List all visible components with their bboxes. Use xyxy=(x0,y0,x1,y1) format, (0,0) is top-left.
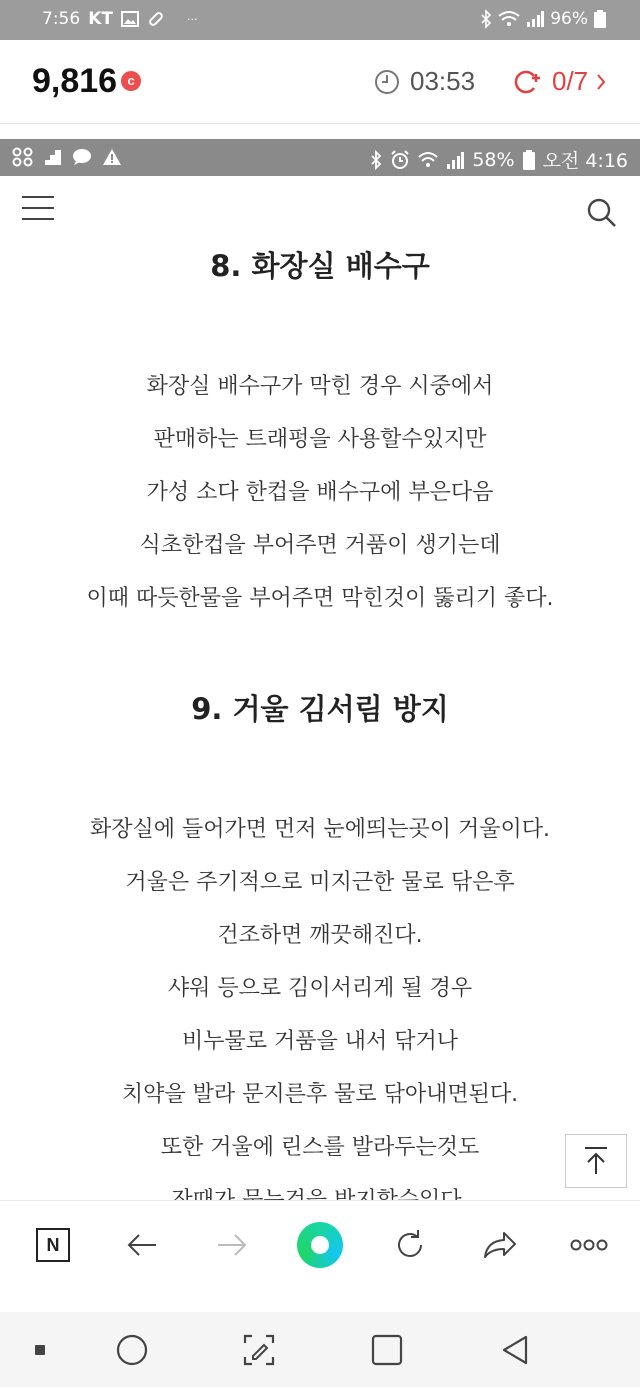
section-heading: 9. 거울 김서림 방지 xyxy=(191,692,449,726)
mission-value: 0/7 xyxy=(552,66,589,96)
bluetooth-icon xyxy=(370,150,382,170)
screenshot-edit-button[interactable] xyxy=(239,1332,279,1368)
paragraph-line: 판매하는 트래펑을 사용할수있지만 xyxy=(153,427,487,452)
warning-icon xyxy=(102,148,122,166)
paragraph-line: 화장실 배수구가 막힌 경우 시중에서 xyxy=(146,374,494,399)
points-value: 9,816 xyxy=(32,62,118,100)
clock-icon xyxy=(374,69,400,95)
menu-icon[interactable] xyxy=(22,196,54,224)
share-button[interactable] xyxy=(476,1221,524,1269)
arrow-up-to-top-icon xyxy=(582,1146,610,1176)
paragraph-line: 거울은 주기적으로 미지근한 물로 닦은후 xyxy=(125,870,515,895)
timer xyxy=(374,66,475,97)
paragraph-line: 또한 거울에 린스를 발라두는것도 xyxy=(160,1135,480,1160)
triangle-back-icon xyxy=(500,1334,530,1366)
outer-status-bar xyxy=(0,0,640,40)
coin-icon: c xyxy=(121,71,141,91)
alarm-icon xyxy=(390,150,410,170)
chat-bubble-icon xyxy=(72,148,92,166)
chevron-right-icon xyxy=(596,73,606,91)
clock-time: 오전 4:16 xyxy=(542,150,628,172)
refresh-button[interactable] xyxy=(386,1221,434,1269)
naver-home-button[interactable] xyxy=(29,1221,77,1269)
coin-plus-icon xyxy=(514,68,544,96)
status-carrier: KT xyxy=(88,9,113,29)
home-button[interactable] xyxy=(112,1332,152,1368)
nav-dot-button[interactable] xyxy=(20,1332,60,1368)
arrow-left-icon xyxy=(126,1233,158,1257)
paragraph-line: 식초한컵을 부어주면 거품이 생기는데 xyxy=(139,533,501,558)
small-square-icon xyxy=(35,1345,45,1355)
timer-value: 03:53 xyxy=(410,66,476,96)
paragraph-line: 가성 소다 한컵을 배수구에 부은다음 xyxy=(146,480,494,505)
recent-apps-button[interactable] xyxy=(367,1332,407,1368)
nav-back-button[interactable] xyxy=(495,1332,535,1368)
app-grid-icon xyxy=(12,147,34,167)
article-body xyxy=(0,240,640,1200)
green-dot-button[interactable] xyxy=(296,1221,344,1269)
edit-frame-icon xyxy=(242,1333,276,1367)
system-nav-bar xyxy=(0,1312,640,1387)
paragraph-line: 비누물로 거품을 내서 닦거나 xyxy=(181,1029,458,1054)
battery-percent: 58% xyxy=(472,148,515,171)
paragraph-line: 건조하면 깨끗해진다. xyxy=(217,923,423,948)
bluetooth-icon xyxy=(480,10,492,28)
browser-toolbar xyxy=(0,1200,640,1312)
stairs-icon xyxy=(44,148,62,166)
status-time: 7:56 xyxy=(42,9,81,29)
more-dots-icon xyxy=(570,1239,608,1251)
recent-apps-icon xyxy=(371,1334,403,1366)
inner-status-bar xyxy=(0,139,640,176)
arrow-right-icon xyxy=(216,1233,248,1257)
naver-logo-icon: N xyxy=(36,1228,70,1262)
gallery-icon xyxy=(121,11,139,27)
status-more: ··· xyxy=(186,12,198,26)
battery-percent: 96% xyxy=(550,9,588,29)
reward-bar xyxy=(0,40,640,124)
more-options-button[interactable] xyxy=(565,1221,613,1269)
home-circle-icon xyxy=(115,1333,149,1367)
back-button[interactable] xyxy=(118,1221,166,1269)
green-dot-icon xyxy=(297,1222,343,1268)
forward-button[interactable] xyxy=(208,1221,256,1269)
wifi-icon xyxy=(498,11,520,27)
refresh-icon xyxy=(393,1228,427,1262)
scroll-top-button[interactable] xyxy=(565,1134,627,1188)
paragraph-line: 화장실에 들어가면 먼저 눈에띄는곳이 거울이다. xyxy=(89,817,550,842)
points-display xyxy=(32,62,141,101)
share-arrow-icon xyxy=(483,1231,517,1259)
wifi-icon xyxy=(418,151,438,169)
signal-icon xyxy=(526,11,544,27)
paragraph-line: 치약을 발라 문지른후 물로 닦아내면된다. xyxy=(121,1082,519,1107)
search-icon[interactable] xyxy=(586,197,618,229)
mission-counter[interactable] xyxy=(514,66,606,97)
paragraph-line: 샤워 등으로 김이서리게 될 경우 xyxy=(167,976,473,1001)
paragraph-line: 이때 따듯한물을 부어주면 막힌것이 뚫리기 좋다. xyxy=(86,586,554,611)
signal-icon xyxy=(446,151,464,169)
pill-icon xyxy=(147,10,165,28)
battery-icon xyxy=(523,150,535,170)
battery-icon xyxy=(594,10,606,28)
section-heading: 8. 화장실 배수구 xyxy=(210,249,430,283)
